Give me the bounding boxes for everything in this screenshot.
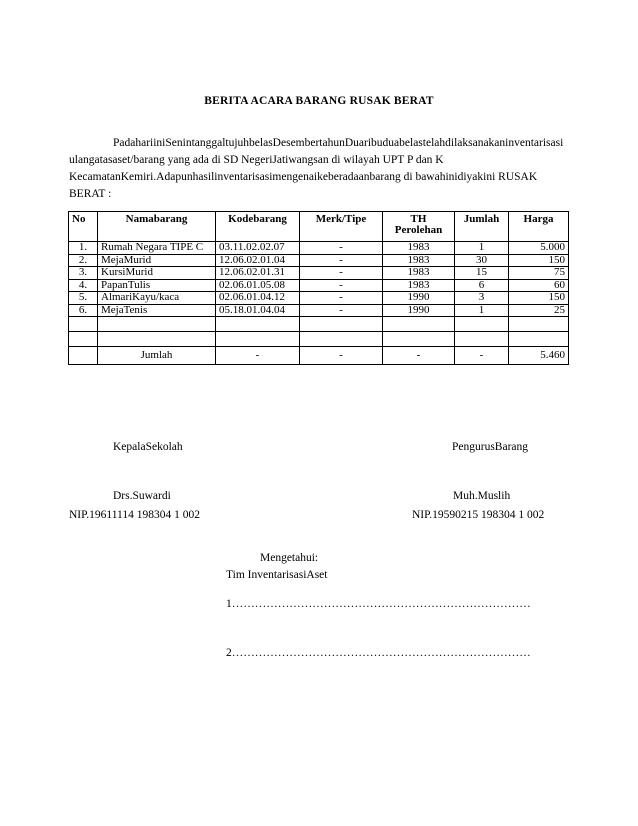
cell-merk: -	[300, 267, 383, 280]
header-merk: Merk/Tipe	[300, 212, 383, 242]
team-signature-line-1: 1……………………………………………………………………	[226, 598, 531, 610]
cell-qty: 1	[455, 242, 509, 255]
paragraph-line-4: BERAT :	[69, 188, 112, 200]
intro-paragraph	[69, 135, 569, 203]
team-signature-line-2: 2……………………………………………………………………	[226, 647, 531, 659]
cell-qty: 1	[455, 304, 509, 317]
cell-th: 1983	[383, 242, 455, 255]
right-signatory-name: Muh.Muslih	[453, 490, 511, 502]
cell-name: PapanTulis	[98, 279, 216, 292]
inventory-team-label: Tim InventarisasiAset	[226, 569, 328, 581]
cell-merk: -	[300, 242, 383, 255]
empty-cell	[216, 317, 300, 332]
cell-code: 02.06.01.04.12	[216, 292, 300, 305]
empty-cell	[383, 332, 455, 347]
left-signatory-nip: NIP.19611114 198304 1 002	[69, 509, 200, 521]
cell-name: Rumah Negara TIPE C	[98, 242, 216, 255]
left-signatory-name: Drs.Suwardi	[113, 490, 171, 502]
cell-no: 4.	[69, 279, 98, 292]
cell-code: 03.11.02.02.07	[216, 242, 300, 255]
cell-name: KursiMurid	[98, 267, 216, 280]
cell-qty: 6	[455, 279, 509, 292]
cell-price: 150	[509, 292, 569, 305]
cell-merk: -	[300, 279, 383, 292]
cell-name: MejaMurid	[98, 254, 216, 267]
total-label: Jumlah	[98, 347, 216, 365]
cell-th: 1983	[383, 267, 455, 280]
empty-cell	[300, 332, 383, 347]
cell-no: 5.	[69, 292, 98, 305]
header-th-line2: Perolehan	[394, 224, 443, 236]
cell-price: 25	[509, 304, 569, 317]
cell-code: 12.06.02.01.31	[216, 267, 300, 280]
cell-price: 60	[509, 279, 569, 292]
table-row	[69, 304, 569, 317]
acknowledged-label: Mengetahui:	[260, 552, 319, 564]
cell-name: AlmariKayu/kaca	[98, 292, 216, 305]
cell-price: 150	[509, 254, 569, 267]
empty-cell	[98, 332, 216, 347]
cell-no: 1.	[69, 242, 98, 255]
right-signatory-nip: NIP.19590215 198304 1 002	[412, 509, 545, 521]
table-row	[69, 279, 569, 292]
cell-no: 3.	[69, 267, 98, 280]
cell-code: 12.06.02.01.04	[216, 254, 300, 267]
cell-th: 1990	[383, 304, 455, 317]
total-row	[69, 347, 569, 365]
cell-no: 2.	[69, 254, 98, 267]
cell-merk: -	[300, 304, 383, 317]
empty-cell	[216, 332, 300, 347]
table-row	[69, 292, 569, 305]
cell-code: 02.06.01.05.08	[216, 279, 300, 292]
header-no: No	[69, 212, 98, 242]
cell-price: 5.000	[509, 242, 569, 255]
header-code: Kodebarang	[216, 212, 300, 242]
empty-cell	[455, 317, 509, 332]
empty-cell	[98, 317, 216, 332]
header-th	[383, 212, 455, 242]
cell-th: 1983	[383, 279, 455, 292]
total-code: -	[216, 347, 300, 365]
cell-th: 1983	[383, 254, 455, 267]
cell-merk: -	[300, 292, 383, 305]
empty-cell	[69, 332, 98, 347]
header-qty: Jumlah	[455, 212, 509, 242]
paragraph-line-1: PadahariiniSenintanggaltujuhbelasDesembertahunDuaribuduabelastelahdilaksanakaninventarisasi	[113, 137, 564, 149]
cell-qty: 15	[455, 267, 509, 280]
table-row	[69, 254, 569, 267]
total-empty-cell	[69, 347, 98, 365]
cell-th: 1990	[383, 292, 455, 305]
empty-cell	[455, 332, 509, 347]
table-row	[69, 242, 569, 255]
empty-row	[69, 332, 569, 347]
empty-cell	[509, 332, 569, 347]
cell-price: 75	[509, 267, 569, 280]
left-signatory-role: KepalaSekolah	[113, 441, 183, 453]
cell-code: 05.18.01.04.04	[216, 304, 300, 317]
header-name: Namabarang	[98, 212, 216, 242]
cell-qty: 3	[455, 292, 509, 305]
total-price: 5.460	[509, 347, 569, 365]
paragraph-line-3: KecamatanKemiri.Adapunhasilinventarisasimengenaikeberadaanbarang di bawahinidiyakini RUSAK	[69, 171, 538, 183]
total-th: -	[383, 347, 455, 365]
empty-cell	[69, 317, 98, 332]
table-header-row	[69, 212, 569, 242]
cell-merk: -	[300, 254, 383, 267]
total-merk: -	[300, 347, 383, 365]
right-signatory-role: PengurusBarang	[452, 441, 529, 453]
table-row	[69, 267, 569, 280]
document-title: BERITA ACARA BARANG RUSAK BERAT	[204, 95, 434, 107]
header-price: Harga	[509, 212, 569, 242]
cell-qty: 30	[455, 254, 509, 267]
cell-no: 6.	[69, 304, 98, 317]
cell-name: MejaTenis	[98, 304, 216, 317]
header-th-line1: TH	[410, 213, 427, 225]
empty-row	[69, 317, 569, 332]
items-table	[68, 211, 569, 365]
empty-cell	[300, 317, 383, 332]
empty-cell	[509, 317, 569, 332]
empty-cell	[383, 317, 455, 332]
total-qty: -	[455, 347, 509, 365]
paragraph-line-2: ulangatasaset/barang yang ada di SD NegeriJatiwangsan di wilayah UPT P dan K	[69, 154, 444, 166]
